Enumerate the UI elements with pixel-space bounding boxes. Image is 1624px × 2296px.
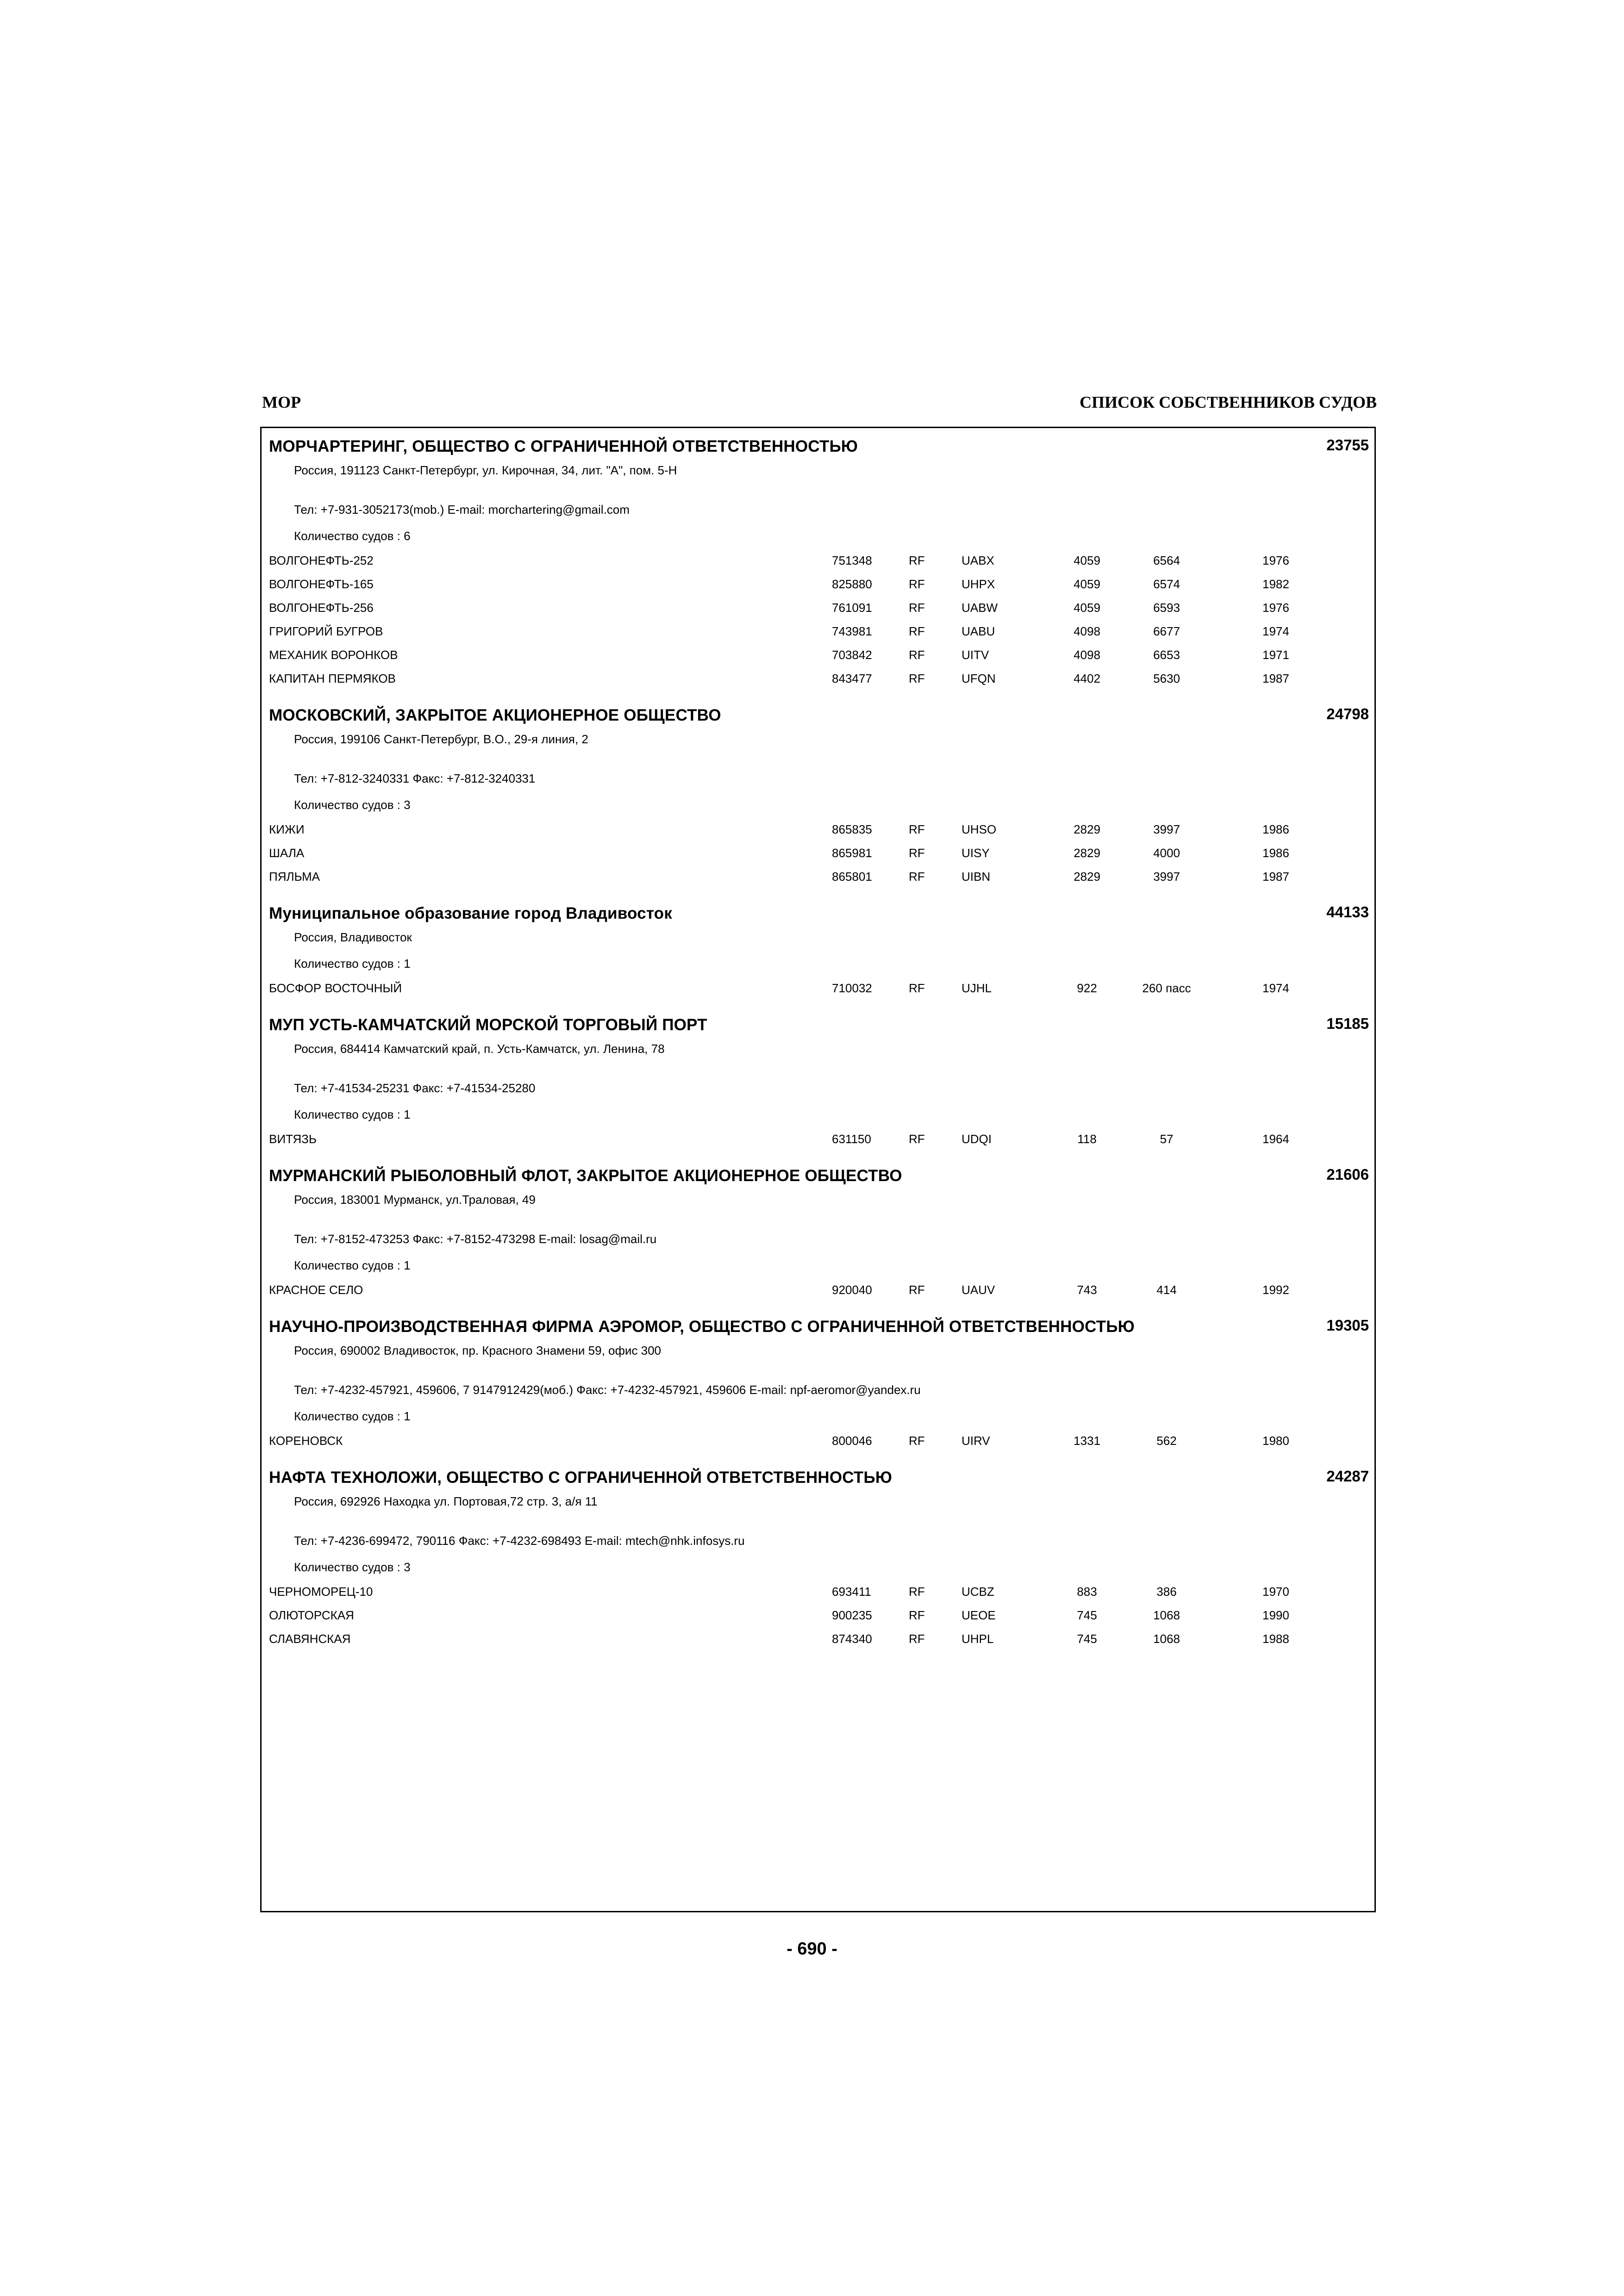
owner-code: 24798 — [1326, 705, 1369, 722]
ship-tonnage: 745 — [1077, 1608, 1097, 1622]
owner-code: 15185 — [1326, 1015, 1369, 1032]
ship-reg-number: 703842 — [832, 648, 872, 662]
owner-entry — [262, 1157, 1374, 1308]
owner-address: Россия, 199106 Санкт-Петербург, В.О., 29-я линия, 2 — [294, 732, 588, 746]
owner-address-line — [262, 1034, 1374, 1061]
owner-header — [262, 697, 1374, 725]
spacer — [262, 1363, 1374, 1375]
ship-flag: RF — [909, 1585, 925, 1599]
ship-call-sign: UABX — [962, 554, 994, 567]
ship-reg-number: 761091 — [832, 601, 872, 615]
ship-year: 1971 — [1262, 648, 1289, 662]
ship-tonnage: 2829 — [1074, 870, 1100, 884]
ship-tonnage: 4059 — [1074, 601, 1100, 615]
ship-name: МЕХАНИК ВОРОНКОВ — [269, 648, 398, 662]
ship-name: СЛАВЯНСКАЯ — [269, 1632, 351, 1646]
ship-flag: RF — [909, 601, 925, 615]
ship-call-sign: UHPX — [962, 577, 995, 591]
ship-tonnage: 4098 — [1074, 648, 1100, 662]
ship-row — [262, 864, 1374, 888]
owner-contacts-line — [262, 1074, 1374, 1100]
ship-tonnage: 4098 — [1074, 624, 1100, 638]
ship-name: ВИТЯЗЬ — [269, 1132, 317, 1146]
entry-separator — [262, 888, 1374, 895]
ship-year: 1976 — [1262, 554, 1289, 567]
ship-call-sign: UITV — [962, 648, 989, 662]
owner-code: 21606 — [1326, 1166, 1369, 1183]
owner-address: Россия, 183001 Мурманск, ул.Траловая, 49 — [294, 1193, 536, 1207]
owner-contacts-line — [262, 1526, 1374, 1553]
ship-tonnage: 745 — [1077, 1632, 1097, 1646]
ship-reg-number: 865981 — [832, 846, 872, 860]
ship-call-sign: UISY — [962, 846, 990, 860]
running-head — [260, 392, 1377, 416]
ship-flag: RF — [909, 672, 925, 685]
ship-tonnage: 883 — [1077, 1585, 1097, 1599]
ship-reg-number: 800046 — [832, 1434, 872, 1448]
ship-count-line — [262, 1251, 1374, 1277]
ship-year: 1986 — [1262, 822, 1289, 836]
spacer — [262, 482, 1374, 495]
ship-name: ОЛЮТОРСКАЯ — [269, 1608, 354, 1622]
spacer — [262, 1061, 1374, 1074]
owner-contacts-line — [262, 1375, 1374, 1402]
owner-name: МОСКОВСКИЙ, ЗАКРЫТОЕ АКЦИОНЕРНОЕ ОБЩЕСТВО — [269, 706, 721, 724]
ship-count-line — [262, 790, 1374, 817]
ship-call-sign: UIRV — [962, 1434, 990, 1448]
ship-count: Количество судов : 1 — [294, 1108, 411, 1121]
ship-count: Количество судов : 1 — [294, 1258, 411, 1272]
ship-row — [262, 976, 1374, 999]
ship-flag: RF — [909, 1632, 925, 1646]
owner-code: 44133 — [1326, 903, 1369, 921]
ship-flag: RF — [909, 577, 925, 591]
owner-contacts: Тел: +7-4236-699472, 790116 Факс: +7-4232-698493 E-mail: mtech@nhk.infosys.ru — [294, 1534, 745, 1548]
owner-contacts-line — [262, 495, 1374, 522]
ship-flag: RF — [909, 1434, 925, 1448]
owner-header — [262, 895, 1374, 923]
owner-name: МУП УСТЬ-КАМЧАТСКИЙ МОРСКОЙ ТОРГОВЫЙ ПОРТ — [269, 1016, 707, 1034]
ship-capacity: 6593 — [1153, 601, 1180, 615]
ship-row — [262, 840, 1374, 864]
ship-row — [262, 1626, 1374, 1650]
owner-header — [262, 1157, 1374, 1185]
ship-flag: RF — [909, 1283, 925, 1297]
owner-address: Россия, 684414 Камчатский край, п. Усть-Камчатск, ул. Ленина, 78 — [294, 1042, 665, 1056]
ship-tonnage: 922 — [1077, 981, 1097, 995]
ship-reg-number: 865801 — [832, 870, 872, 884]
ship-name: ВОЛГОНЕФТЬ-165 — [269, 577, 374, 591]
ship-capacity: 4000 — [1153, 846, 1180, 860]
ship-flag: RF — [909, 870, 925, 884]
spacer — [262, 1513, 1374, 1526]
ship-year: 1988 — [1262, 1632, 1289, 1646]
ship-reg-number: 920040 — [832, 1283, 872, 1297]
owner-address-line — [262, 456, 1374, 482]
owner-code: 24287 — [1326, 1468, 1369, 1485]
ship-capacity: 414 — [1156, 1283, 1177, 1297]
ship-call-sign: UJHL — [962, 981, 992, 995]
ship-capacity: 6574 — [1153, 577, 1180, 591]
owner-name: Муниципальное образование город Владивосток — [269, 904, 672, 922]
owner-entry — [262, 1459, 1374, 1657]
ship-year: 1976 — [1262, 601, 1289, 615]
ship-row — [262, 1428, 1374, 1452]
owner-name: НАУЧНО-ПРОИЗВОДСТВЕННАЯ ФИРМА АЭРОМОР, ОБЩЕСТВО С ОГРАНИЧЕННОЙ ОТВЕТСТВЕННОСТЬЮ — [269, 1318, 1135, 1336]
ship-call-sign: UFQN — [962, 672, 996, 685]
owner-address-line — [262, 1487, 1374, 1513]
entry-separator — [262, 999, 1374, 1007]
ship-row — [262, 572, 1374, 595]
ship-row — [262, 619, 1374, 642]
ship-year: 1990 — [1262, 1608, 1289, 1622]
ship-row — [262, 666, 1374, 690]
ship-call-sign: UDQI — [962, 1132, 992, 1146]
ship-tonnage: 743 — [1077, 1283, 1097, 1297]
ship-count: Количество судов : 3 — [294, 1560, 411, 1574]
owner-name: НАФТА ТЕХНОЛОЖИ, ОБЩЕСТВО С ОГРАНИЧЕННОЙ ОТВЕТСТВЕННОСТЬЮ — [269, 1468, 893, 1487]
owner-entry — [262, 1308, 1374, 1459]
ship-call-sign: UABU — [962, 624, 995, 638]
ship-reg-number: 874340 — [832, 1632, 872, 1646]
ship-count-line — [262, 1553, 1374, 1579]
ship-capacity: 1068 — [1153, 1608, 1180, 1622]
ship-year: 1987 — [1262, 870, 1289, 884]
owner-contacts: Тел: +7-931-3052173(mob.) E-mail: morchartering@gmail.com — [294, 503, 630, 516]
ship-row — [262, 548, 1374, 572]
ship-capacity: 6653 — [1153, 648, 1180, 662]
ship-capacity: 6564 — [1153, 554, 1180, 567]
owner-entry — [262, 895, 1374, 1007]
owner-address-line — [262, 1185, 1374, 1212]
spacer — [262, 751, 1374, 764]
ship-reg-number: 693411 — [832, 1585, 871, 1599]
ship-flag: RF — [909, 1608, 925, 1622]
ship-tonnage: 4402 — [1074, 672, 1100, 685]
ship-reg-number: 631150 — [832, 1132, 871, 1146]
ship-name: ЧЕРНОМОРЕЦ-10 — [269, 1585, 373, 1599]
ship-row — [262, 1603, 1374, 1626]
ship-name: ГРИГОРИЙ БУГРОВ — [269, 624, 383, 638]
ship-flag: RF — [909, 846, 925, 860]
owner-entry — [262, 697, 1374, 895]
ship-tonnage: 1331 — [1074, 1434, 1100, 1448]
ship-flag: RF — [909, 648, 925, 662]
entry-separator — [262, 1301, 1374, 1308]
ship-count: Количество судов : 3 — [294, 798, 411, 812]
ship-count-line — [262, 1402, 1374, 1428]
entry-separator — [262, 690, 1374, 697]
ship-row — [262, 817, 1374, 840]
ship-flag: RF — [909, 822, 925, 836]
ship-name: ВОЛГОНЕФТЬ-256 — [269, 601, 374, 615]
owner-entry — [262, 1007, 1374, 1157]
owner-entry — [262, 428, 1374, 697]
ship-flag: RF — [909, 981, 925, 995]
owner-address: Россия, 191123 Санкт-Петербург, ул. Кирочная, 34, лит. "А", пом. 5-Н — [294, 463, 677, 477]
ship-name: КРАСНОЕ СЕЛО — [269, 1283, 363, 1297]
owner-address: Россия, 690002 Владивосток, пр. Красного Знамени 59, офис 300 — [294, 1344, 662, 1357]
ship-count-line — [262, 1100, 1374, 1126]
ship-capacity: 260 пасс — [1142, 981, 1191, 995]
owner-code: 19305 — [1326, 1317, 1369, 1334]
ship-year: 1974 — [1262, 981, 1289, 995]
ship-name: БОСФОР ВОСТОЧНЫЙ — [269, 981, 402, 995]
ship-capacity: 3997 — [1153, 822, 1180, 836]
ship-reg-number: 710032 — [832, 981, 872, 995]
owner-address: Россия, 692926 Находка ул. Портовая,72 стр. 3, а/я 11 — [294, 1494, 598, 1508]
ship-count: Количество судов : 1 — [294, 957, 411, 971]
owner-contacts: Тел: +7-8152-473253 Факс: +7-8152-473298 E-mail: losag@mail.ru — [294, 1232, 657, 1246]
ship-capacity: 6677 — [1153, 624, 1180, 638]
ship-call-sign: UIBN — [962, 870, 991, 884]
ship-tonnage: 2829 — [1074, 822, 1100, 836]
ship-name: ШАЛА — [269, 846, 305, 860]
ship-name: ВОЛГОНЕФТЬ-252 — [269, 554, 374, 567]
ship-capacity: 3997 — [1153, 870, 1180, 884]
ship-reg-number: 743981 — [832, 624, 872, 638]
owner-contacts-line — [262, 764, 1374, 790]
owner-code: 23755 — [1326, 436, 1369, 454]
owner-name: МУРМАНСКИЙ РЫБОЛОВНЫЙ ФЛОТ, ЗАКРЫТОЕ АКЦИОНЕРНОЕ ОБЩЕСТВО — [269, 1167, 902, 1185]
owner-contacts: Тел: +7-4232-457921, 459606, 7 9147912429(моб.) Факс: +7-4232-457921, 459606 E-mail: npf-aeromor@yandex.ru — [294, 1383, 921, 1397]
ship-call-sign: UHSO — [962, 822, 997, 836]
ship-reg-number: 751348 — [832, 554, 872, 567]
ship-tonnage: 4059 — [1074, 577, 1100, 591]
ship-count-line — [262, 522, 1374, 548]
ship-reg-number: 900235 — [832, 1608, 872, 1622]
running-head-right: СПИСОК СОБСТВЕННИКОВ СУДОВ — [1079, 393, 1377, 411]
ship-name: КИЖИ — [269, 822, 305, 836]
ship-year: 1964 — [1262, 1132, 1289, 1146]
owner-header — [262, 1308, 1374, 1336]
ship-name: ПЯЛЬМА — [269, 870, 320, 884]
running-head-left: МОР — [262, 393, 301, 411]
ship-capacity: 562 — [1156, 1434, 1177, 1448]
ship-name: КАПИТАН ПЕРМЯКОВ — [269, 672, 396, 685]
ship-reg-number: 825880 — [832, 577, 872, 591]
entry-separator — [262, 1452, 1374, 1459]
ship-tonnage: 2829 — [1074, 846, 1100, 860]
ship-tonnage: 4059 — [1074, 554, 1100, 567]
ship-reg-number: 843477 — [832, 672, 872, 685]
owner-header — [262, 1459, 1374, 1487]
ship-capacity: 386 — [1156, 1585, 1177, 1599]
owners-frame — [260, 427, 1376, 1912]
ship-call-sign: UEOE — [962, 1608, 996, 1622]
ship-reg-number: 865835 — [832, 822, 872, 836]
ship-flag: RF — [909, 1132, 925, 1146]
ship-capacity: 1068 — [1153, 1632, 1180, 1646]
owner-address-line — [262, 725, 1374, 751]
ship-call-sign: UAUV — [962, 1283, 995, 1297]
ship-row — [262, 595, 1374, 619]
ship-row — [262, 1579, 1374, 1603]
entry-separator — [262, 1150, 1374, 1157]
ship-year: 1970 — [1262, 1585, 1289, 1599]
owner-contacts: Тел: +7-41534-25231 Факс: +7-41534-25280 — [294, 1081, 536, 1095]
owner-header — [262, 428, 1374, 456]
ship-year: 1987 — [1262, 672, 1289, 685]
ship-flag: RF — [909, 554, 925, 567]
ship-count-line — [262, 949, 1374, 976]
ship-call-sign: UABW — [962, 601, 998, 615]
ship-row — [262, 1277, 1374, 1301]
ship-capacity: 5630 — [1153, 672, 1180, 685]
ship-year: 1986 — [1262, 846, 1289, 860]
ship-flag: RF — [909, 624, 925, 638]
owner-header — [262, 1007, 1374, 1034]
ship-year: 1980 — [1262, 1434, 1289, 1448]
ship-call-sign: UHPL — [962, 1632, 994, 1646]
owner-contacts-line — [262, 1225, 1374, 1251]
owner-address: Россия, Владивосток — [294, 930, 412, 944]
ship-tonnage: 118 — [1077, 1132, 1097, 1146]
ship-name: КОРЕНОВСК — [269, 1434, 343, 1448]
page-number: - 690 - — [787, 1939, 837, 1959]
ship-call-sign: UCBZ — [962, 1585, 994, 1599]
ship-count: Количество судов : 1 — [294, 1409, 411, 1423]
ship-year: 1992 — [1262, 1283, 1289, 1297]
owner-address-line — [262, 1336, 1374, 1363]
ship-capacity: 57 — [1160, 1132, 1174, 1146]
owner-address-line — [262, 923, 1374, 949]
ship-year: 1974 — [1262, 624, 1289, 638]
ship-row — [262, 1126, 1374, 1150]
spacer — [262, 1212, 1374, 1225]
ship-row — [262, 642, 1374, 666]
entry-separator — [262, 1650, 1374, 1657]
ship-year: 1982 — [1262, 577, 1289, 591]
owner-contacts: Тел: +7-812-3240331 Факс: +7-812-3240331 — [294, 772, 536, 785]
ship-count: Количество судов : 6 — [294, 529, 411, 543]
owner-name: МОРЧАРТЕРИНГ, ОБЩЕСТВО С ОГРАНИЧЕННОЙ ОТВЕТСТВЕННОСТЬЮ — [269, 437, 858, 455]
